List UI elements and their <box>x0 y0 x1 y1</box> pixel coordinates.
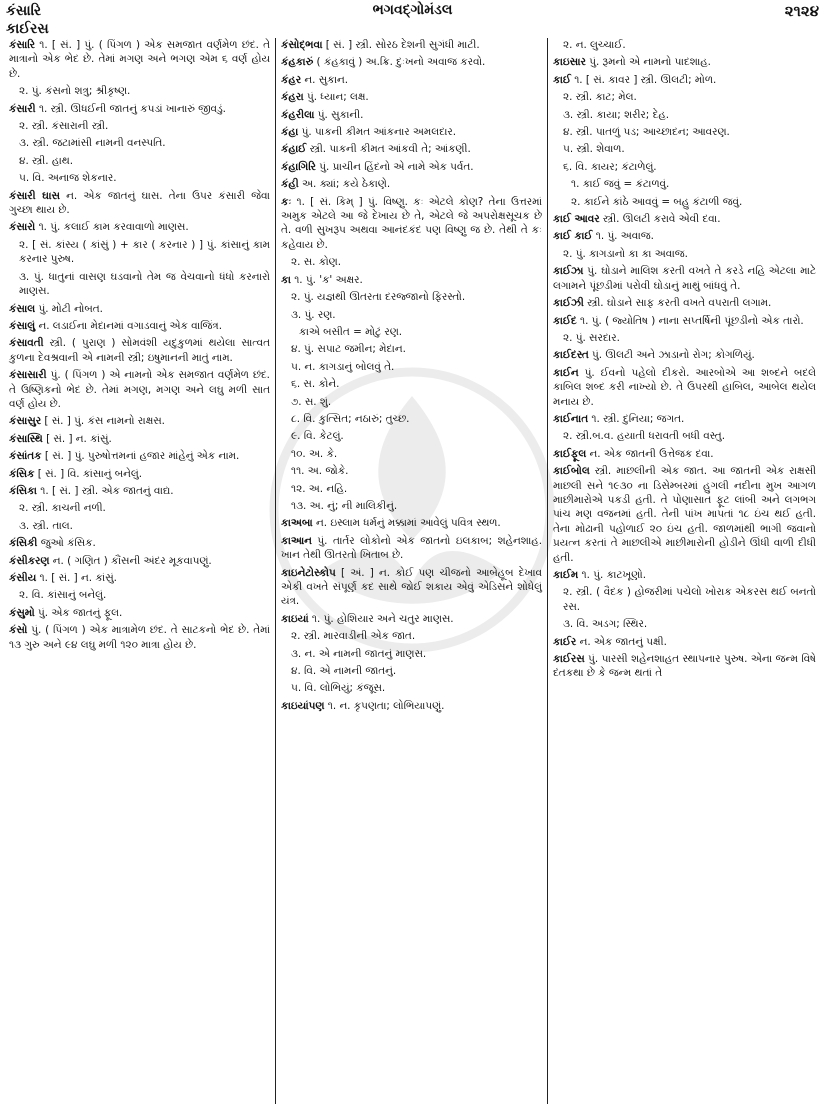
headword: કા <box>281 273 291 286</box>
dictionary-entry <box>281 73 542 87</box>
headword: કંસારિ <box>9 39 36 51</box>
sense-line <box>553 617 816 631</box>
definition-text: ન. ( ગણિત ) કૌંસની અંદર મૂકવાપણું. <box>49 554 212 567</box>
dictionary-entry <box>281 160 542 174</box>
definition-text: પું. ( પિંગળ ) એ નામનો એક સમજાત વર્ણમેળ છંદ. તે ઉષ્ણિકનો ભેદ છે. તેમાં મગણ, મગણ અને લઘુ મળી સાત વર્ણ હોય છે. <box>9 369 270 410</box>
dictionary-entry <box>9 38 270 81</box>
definition-text: ૧. ન. કૃપણતા; લોભિયાપણું. <box>324 699 445 712</box>
definition-text: ૩. ન. એ નામની જાતનું માણસ. <box>291 647 427 660</box>
dictionary-entry <box>553 296 816 310</box>
dictionary-entry <box>281 612 542 626</box>
headword: કંસારી <box>9 102 36 115</box>
headword: કંહી <box>281 178 299 191</box>
definition-text: પું. એક જાતનું ફૂલ. <box>34 606 123 619</box>
book-title: ભગવદ્ગોમંડલ <box>372 2 453 18</box>
sense-line <box>281 629 542 643</box>
definition-text: ૨. સ્ત્રી. કંસારાની સ્ત્રી. <box>19 120 109 133</box>
definition-text: ન. એક જાતની ઉત્તેજક દવા. <box>586 447 714 460</box>
headword: કાઈરસ <box>553 653 585 666</box>
definition-text: ૩. સ્ત્રી. જટામાંસી નામની વનસ્પતિ. <box>19 137 166 150</box>
definition-text: ૨. સ્ત્રી. મારવાડીની એક જાત. <box>291 630 416 643</box>
sense-line <box>281 342 542 356</box>
dictionary-entry <box>281 699 542 713</box>
definition-text: પું. પાકની કીમત આંકનાર અમલદાર. <box>298 126 457 139</box>
headword: કંહર <box>281 73 302 86</box>
headword: કંસાલ <box>9 302 36 315</box>
definition-text: ૪. સ્ત્રી. હાથ. <box>19 154 74 167</box>
definition-text: ૧. પું. ( જ્યોતિષ ) નાના સપ્તર્ષિની પૂંછડીનો એક તારો. <box>576 314 804 327</box>
dictionary-entry <box>281 108 542 122</box>
headword: કંહાગિરિ <box>281 160 316 173</box>
headword: કાઈન <box>553 366 579 379</box>
dictionary-entry <box>281 195 542 253</box>
sense-line <box>281 647 542 661</box>
headword: કાઇયાંપણ <box>281 699 325 712</box>
headword: કંસાવતી <box>9 337 44 350</box>
dictionary-entry <box>553 229 816 243</box>
headword: કાઈ <box>553 73 571 86</box>
headword: કંસારી ઘાસ <box>9 189 60 202</box>
headword: કંસાસારી <box>9 369 47 382</box>
dictionary-entry <box>553 568 816 582</box>
sense-line <box>281 290 542 304</box>
definition-text: કાએ બસીત = મોટું રણ. <box>299 325 403 338</box>
sense-line <box>9 171 270 185</box>
definition-text: ૪. પું. સપાટ જમીન; મેદાન. <box>291 343 406 356</box>
dictionary-entry <box>281 566 542 609</box>
definition-text: પું. મોટી નોબત. <box>35 302 103 315</box>
dictionary-entry <box>9 368 270 411</box>
headword: કાઈદસ્ત <box>553 349 589 362</box>
headword: કાઈઝી <box>553 297 584 310</box>
definition-text: ૧. [ સં. કિમ્ ] પું. વિષ્ણુ. કઃ એટલે કોણ? તેના ઉત્તરમાં અમુક એટલે આ જે દેખાય છે તે, એટલે જે અપરોક્ષસૂચક છે તે. વળી સુખરૂપ અથવા આનંદકંદ પણ વિષ્ણુ જ છે. તેથી તે કઃ કહેવાય છે. <box>281 195 542 251</box>
headword: કંસો <box>9 624 28 637</box>
definition-text: ૬. વિ. કાયર; કંટાળેલું. <box>563 160 657 173</box>
sense-line <box>553 177 816 191</box>
definition-text: ૩. વિ. અડગ; સ્થિર. <box>563 618 648 631</box>
definition-text: ૭. સ. શું. <box>291 395 332 408</box>
definition-text: ૧૧. અ. જોકે. <box>291 465 349 478</box>
definition-text: પું. ( પિંગળ ) એક માત્રામેળ છંદ. તે સાટકનો ભેદ છે. તેમાં ૧૩ ગુરુ અને ૯૪ લઘુ મળી ૧૨૦ માત્રા હોય છે. <box>9 624 270 651</box>
sense-line <box>553 125 816 139</box>
definition-text: ૧. [ સં. કાવર ] સ્ત્રી. ઊલટી; મોળ. <box>570 73 717 86</box>
dictionary-entry <box>281 90 542 104</box>
definition-text: પું. પારસી શહેનશાહત સ્થાપનાર પુરુષ. એના જન્મ વિષે દંતકથા છે કે જન્મ થતાં તે <box>553 653 816 680</box>
sense-line <box>281 447 542 461</box>
sense-line <box>281 308 542 322</box>
headword: કંહરા <box>281 91 304 104</box>
definition-text: ૯. વિ. કેટલું. <box>291 430 344 443</box>
definition-text: ન. એક જાતનું ઘાસ. તેના ઉપર કંસારી જેવા ગુચ્છા થાય છે. <box>9 189 270 217</box>
definition-text: ૨. સ્ત્રી. કાચની નળી. <box>19 502 106 515</box>
definition-text: ૨. ન. લુચ્ચાઈ. <box>563 39 626 51</box>
definition-text: પું. રૂમનો એ નામનો પાદશાહ. <box>585 56 711 69</box>
sense-line <box>9 136 270 150</box>
headword: કાઈનાત <box>553 412 589 425</box>
headword: કંસાંતક <box>9 450 42 463</box>
dictionary-entry <box>9 302 270 316</box>
definition-text: ૨. પું. સરદાર. <box>563 331 620 344</box>
dictionary-entry <box>281 125 542 139</box>
dictionary-entry <box>9 414 270 428</box>
headword: કંસારો <box>9 221 36 234</box>
dictionary-entry <box>553 635 816 649</box>
dictionary-entry <box>9 623 270 652</box>
sense-line <box>281 464 542 478</box>
sense-line <box>9 519 270 533</box>
headword: કંહકારું <box>281 56 314 69</box>
sense-line <box>553 142 816 156</box>
dictionary-entry <box>9 220 270 234</box>
definition-text: પું. પ્રાચીન હિંદનો એ નામે એક પર્વત. <box>315 160 474 173</box>
dictionary-entry <box>553 447 816 461</box>
dictionary-entry <box>281 142 542 156</box>
dictionary-entry <box>9 449 270 463</box>
column-1 <box>4 38 276 1104</box>
definition-text: પું. ઘોડાને માલિશ કરતી વખતે તે કરડે નહિ એટલા માટે લગામને પૂંછડીમાં પરોવી ઘોડાનું માથું બાંધવું તે. <box>553 265 816 292</box>
definition-text: ૧. સ્ત્રી. ઊધઈની જાતનું કપડાં ખાનારું જીવડું. <box>35 102 226 115</box>
definition-text: ૪. વિ. એ નામની જાતનું. <box>291 665 397 678</box>
definition-text: ૨. સ. કોણ. <box>291 256 342 269</box>
headword: કાઈ આવર <box>553 213 600 226</box>
page-number: ૨૧૨૪ <box>784 2 819 20</box>
definition-text: ૬. સ. કોને. <box>291 378 340 391</box>
sense-line <box>281 412 542 426</box>
headword: કંસોદ્ભવા <box>281 39 323 51</box>
definition-text: ૩. પું. રણ. <box>291 308 336 321</box>
headword: કાઇનેટોસ્કોપ <box>281 566 336 579</box>
headword: કંસિકા <box>9 484 37 497</box>
dictionary-entry <box>553 55 816 69</box>
sense-line <box>281 499 542 513</box>
dictionary-entry <box>553 348 816 362</box>
sense-line <box>553 108 816 122</box>
dictionary-entry <box>9 467 270 481</box>
sense-line <box>553 585 816 614</box>
dictionary-entry <box>281 38 542 52</box>
definition-text: ૧. [ સં. ] ન. કાંસું. <box>36 572 117 584</box>
definition-text: [ સં. ] વિ. કાંસાનું બનેલું. <box>34 467 143 480</box>
headword: કાઇસાર <box>553 56 586 69</box>
definition-text: પું. ઊલટી અને ઝાડાનો રોગ; કોગળિયું. <box>588 349 755 362</box>
page-header <box>0 0 825 40</box>
sense-line <box>281 681 542 695</box>
dictionary-entry <box>553 264 816 293</box>
headword: કાઆન <box>281 534 312 547</box>
dictionary-entry <box>9 102 270 116</box>
definition-text: સ્ત્રી. ( પુરાણ ) સોમવંશી યદુકુળમાં થયેલા સાત્વત કુળના દેવશ્રવાની એ નામની સ્ત્રી; ઇષુમાનની માતું નામ. <box>9 337 270 364</box>
headword: કંહરીલા <box>281 108 315 121</box>
sense-line <box>281 429 542 443</box>
definition-text: ૧. પું. અવાજ. <box>592 230 654 243</box>
sense-line <box>281 325 542 339</box>
definition-text: [ સં. ] પું. પુરુષોત્તમનાં હજાર માંહેનું એક નામ. <box>41 450 240 463</box>
definition-text: [ સં. ] ન. કાંસું. <box>42 432 112 445</box>
headword: કાઈર <box>553 635 577 648</box>
sense-line <box>281 395 542 409</box>
sense-line <box>553 247 816 261</box>
definition-text: ન. સુકાન. <box>301 73 349 86</box>
headword: કંસીકરણ <box>9 554 50 567</box>
definition-text: [ અં. ] ન. કોઈ પણ ચીજનો આબેહૂબ દેખાવ એકી વખતે સંપૂર્ણ કદ સાથે જોઈ શકાય એવું એડિસને શોધેલું યંત્ર. <box>281 566 542 608</box>
definition-text: ન. ઇસ્લામ ધર્મનું મક્કામાં આવેલું પવિત્ર સ્થળ. <box>312 517 501 530</box>
sense-line <box>553 90 816 104</box>
sense-line <box>281 360 542 374</box>
dictionary-entry <box>553 314 816 328</box>
definition-text: ૫. ન. કાગડાનું બોલવું તે. <box>291 360 395 373</box>
definition-text: જુઓ કંસિક. <box>37 537 96 550</box>
headword: કાઈદ <box>553 314 577 327</box>
sense-line <box>9 588 270 602</box>
dictionary-entry <box>9 336 270 365</box>
definition-text: [ સં. ] પું. કંસ નામનો રાક્ષસ. <box>41 415 165 428</box>
dictionary-entry <box>553 212 816 226</box>
definition-text: ૮. વિ. કુત્સિત; નઠારું; તુચ્છ. <box>291 412 410 425</box>
sense-line <box>9 238 270 267</box>
headword: કાઈબોલ <box>553 465 590 478</box>
definition-text: સ્ત્રી. પાકની કીમત આંકવી તે; આંકણી. <box>306 143 471 156</box>
definition-text: અ. ક્યાં; કયે ઠેકાણે. <box>298 178 391 191</box>
definition-text: ૫. વિ. અનાજ શેકનાર. <box>19 172 117 185</box>
dictionary-entry <box>281 534 542 563</box>
definition-text: ન. લડાઈના મેદાનમાં વગાડવાનું એક વાજિંત્ર. <box>35 319 222 332</box>
dictionary-entry <box>281 516 542 530</box>
headword: કાઈફૂલ <box>553 447 587 460</box>
sense-line <box>281 377 542 391</box>
dictionary-entry <box>553 652 816 681</box>
sense-line <box>553 195 816 209</box>
definition-text: પું. ધ્યાન; લક્ષ. <box>303 91 369 104</box>
headword: કાઇયાં <box>281 612 309 625</box>
sense-line <box>553 160 816 174</box>
dictionary-entry <box>9 432 270 446</box>
headword: કંસુમો <box>9 606 35 619</box>
definition-text: ૧. પું. 'ક' અક્ષર. <box>290 273 363 286</box>
definition-text: ૩. પું. ધાતુનાં વાસણ ઘડવાનો તેમ જ વેચવાનો ધંધો કરનારો માણસ. <box>19 270 270 298</box>
definition-text: પું. તાર્તર લોકોનો એક જાતનો ઇલકાબ; શહેનશાહ. ખાન તેથી ઊતરતો ખિતાબ છે. <box>281 534 542 562</box>
sense-line <box>281 664 542 678</box>
definition-text: ૧. પું. કાટખૂણો. <box>578 569 647 581</box>
column-3 <box>548 38 821 1104</box>
last-guide-word: કાઈરસ <box>6 21 49 37</box>
headword: કંહા <box>281 126 299 139</box>
dictionary-entry <box>281 177 542 191</box>
headword: કંસાસ્થિ <box>9 432 43 445</box>
headword: કાઅબા <box>281 517 313 530</box>
headword: કઃ <box>281 195 292 208</box>
definition-text: ૩. સ્ત્રી. તાલ. <box>19 519 73 532</box>
definition-text: ૧૦. અ. કે. <box>291 447 338 460</box>
dictionary-entry <box>9 484 270 498</box>
definition-text: ૧. કાઈ જવું = કંટાળવું. <box>571 178 670 191</box>
sense-line <box>553 429 816 443</box>
dictionary-entry <box>553 366 816 409</box>
definition-text: ૧. પું. હોશિયાર અને ચતુર માણસ. <box>308 612 454 625</box>
headword: કાઈઝા <box>553 265 584 278</box>
definition-text: ૨. સ્ત્રી. કાટ; મેલ. <box>563 91 637 104</box>
dictionary-entry <box>553 73 816 87</box>
dictionary-columns <box>4 38 821 1104</box>
definition-text: ૨. કાઈને કાંઠે આવવું = બહુ કંટાળી જવું. <box>571 195 743 208</box>
definition-text: [ સં. ] સ્ત્રી. સોરઠ દેશની સુગંધી માટી. <box>322 39 480 51</box>
sense-line <box>9 270 270 299</box>
dictionary-entry <box>281 55 542 69</box>
definition-text: ૪. સ્ત્રી. પાતળું પડ; આચ્છાદન; આવરણ. <box>563 126 730 139</box>
dictionary-entry <box>9 606 270 620</box>
headword: કંસિક <box>9 467 35 480</box>
definition-text: ૨. સ્ત્રી.બ.વ. હયાતી ધરાવતી બધી વસ્તુ. <box>563 430 725 443</box>
headword: કંસાસુર <box>9 415 42 428</box>
sense-line <box>553 38 816 52</box>
definition-text: ૫. સ્ત્રી. શેવાળ. <box>563 143 625 156</box>
dictionary-entry <box>9 571 270 585</box>
sense-line <box>9 154 270 168</box>
sense-line <box>281 255 542 269</box>
definition-text: ૧૩. અ. નું; ની માલિકીનું. <box>291 499 398 512</box>
definition-text: ૧. પું. કલાઈ કામ કરવાવાળો માણસ. <box>35 221 189 234</box>
dictionary-entry <box>553 464 816 565</box>
definition-text: સ્ત્રી. ઊલટી કરાવે એવી દવા. <box>599 213 721 226</box>
definition-text: ૨. પું. કાગડાનો કા કા અવાજ. <box>563 247 688 260</box>
dictionary-entry <box>9 554 270 568</box>
sense-line <box>9 84 270 98</box>
definition-text: ૨. સ્ત્રી. ( વૈદક ) હોજરીમાં પચેલો ખોરાક એકરસ થઈ બનતો રસ. <box>563 586 816 613</box>
headword: કંસીય <box>9 572 37 584</box>
headword: કંહાઈ <box>281 143 307 156</box>
headword: કંસિકી <box>9 537 38 550</box>
definition-text: સ્ત્રી. ઘોડાને સાફ કરતી વખતે વપરાતી લગામ. <box>583 297 772 310</box>
sense-line <box>9 501 270 515</box>
sense-line <box>281 482 542 496</box>
sense-line <box>553 331 816 345</box>
first-guide-word: કંસારિ <box>6 3 42 19</box>
definition-text: ૧. [ સં. ] સ્ત્રી. એક જાતનું વાદ્ય. <box>36 484 174 497</box>
definition-text: પું. સુકાની. <box>314 108 364 121</box>
definition-text: ( કંહકાવું ) અ.ક્રિ. દુઃખનો અવાજ કરવો. <box>313 56 486 69</box>
headword: કાઈમ <box>553 569 579 581</box>
definition-text: ૨. પું. કંસનો શત્રુ; શ્રીકૃષ્ણ. <box>19 85 131 98</box>
definition-text: ૧૨. અ. નહિ. <box>291 482 348 495</box>
column-2 <box>276 38 548 1104</box>
definition-text: ૩. સ્ત્રી. કાયા; શરીર; દેહ. <box>563 108 670 121</box>
dictionary-entry <box>553 412 816 426</box>
headword: કંસાલું <box>9 319 36 332</box>
definition-text: ૫. વિ. લોભિયું; કંજૂસ. <box>291 682 386 695</box>
definition-text: સ્ત્રી. માછલીની એક જાત. આ જાતની એક રાક્ષસી માછલી સને ૧૯૩૦ ના ડિસેમ્બરમાં હુગલી નદીના મુખ આગળ માછીમારોએ પકડી હતી. તે પોણાસાત ફૂટ લાંબી અને લગભગ પાંચ મણ વજનમાં હતી. તેની પાંખ માપતાં ૧૮ ઇંચ થઈ હતી. તેના મોઢાની પહોળાઈ ૨૦ ઇંચ હતી. જાળમાંથી ભાગી જવાનો પ્રયત્ન કરતાં તે માછલીએ માછીમારોની હોડીને ઊંધી વાળી દીધી હતી. <box>553 465 816 564</box>
definition-text: ૨. પું. યજ્ઞથી ઊતરતા દરજ્જાનો ફિરસ્તો. <box>291 291 466 304</box>
definition-text: ૧. સ્ત્રી. દુનિયા; જગત. <box>588 412 685 425</box>
dictionary-entry <box>9 189 270 218</box>
dictionary-entry <box>9 319 270 333</box>
definition-text: ન. એક જાતનું પક્ષી. <box>576 635 667 648</box>
definition-text: ૧. [ સં. ] પું. ( પિંગળ ) એક સમજાત વર્ણમેળ છંદ. તે માત્રાનો એક ભેદ છે. તેમાં મગણ અને ભગણ એમ ૬ વર્ણ હોય છે. <box>9 39 270 80</box>
dictionary-entry <box>281 273 542 287</box>
definition-text: પું. ઈવનો પહેલો દીકરો. આરબોએ આ શબ્દને બદલે કાબિલ શબ્દ કરી નાખ્યો છે. તે ઉપરથી હાબિલ, આબેલ થયેલ મનાય છે. <box>553 366 816 408</box>
definition-text: ૨. વિ. કાંસાનું બનેલું. <box>19 589 107 602</box>
definition-text: ૨. [ સં. કાંસ્ય ( કાંસું ) + કાર ( કરનાર ) ] પું. કાંસાનું કામ કરનાર પુરુષ. <box>19 238 270 266</box>
dictionary-entry <box>9 536 270 550</box>
sense-line <box>9 119 270 133</box>
headword: કાઈ કાઈ <box>553 230 593 243</box>
